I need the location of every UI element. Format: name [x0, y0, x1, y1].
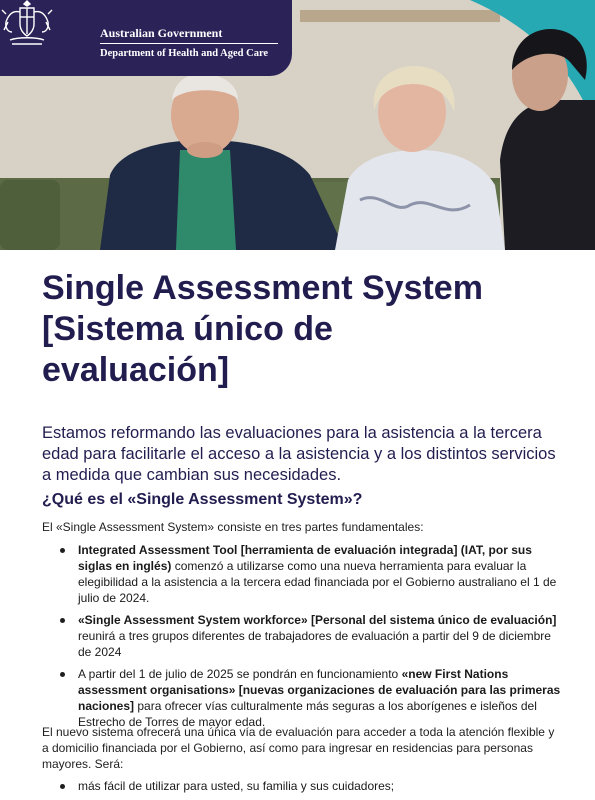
list-item-bold: Integrated Assessment Tool [herramienta de evaluación integrada] (IAT, por sus siglas en inglés) [78, 543, 532, 573]
benefits-list [42, 778, 562, 800]
system-parts-list [42, 542, 562, 736]
list-item [42, 612, 562, 660]
list-item [42, 542, 562, 606]
list-item-text: comenzó a utilizarse como una nueva herramienta para evaluar la elegibilidad a la asistencia a la tercera edad financiada por el Gobierno australiano el 1 de julio de 2024. [78, 559, 557, 605]
government-logo-banner [0, 0, 292, 76]
bullet-icon [60, 784, 65, 789]
list-item-bold: «Single Assessment System workforce» [Personal del sistema único de evaluación] [78, 613, 557, 627]
list-item-text: más fácil de utilizar para usted, su familia y sus cuidadores; [78, 779, 395, 793]
lead-paragraph: Estamos reformando las evaluaciones para la asistencia a la tercera edad para facilitarle el acceso a la asistencia y a los distintos servicios a medida que cambian sus necesidades. [42, 424, 556, 484]
intro-paragraph: El «Single Assessment System» consiste en tres partes fundamentales: [42, 520, 424, 534]
list-item [42, 666, 562, 730]
section-heading: ¿Qué es el «Single Assessment System»? [42, 491, 363, 508]
department-name: Department of Health and Aged Care [100, 48, 269, 59]
list-item-text: para ofrecer vías culturalmente más seguras a los aborígenes e isleños del Estrecho de Torres de mayor edad. [78, 699, 537, 729]
page-title [42, 268, 562, 391]
list-item-bold: «new First Nations assessment organisations» [nuevas organizaciones de evaluación para las primeras naciones] [78, 667, 561, 713]
bullet-icon [60, 672, 65, 677]
title-line: Single Assessment System [42, 269, 483, 307]
closing-paragraph: El nuevo sistema ofrecerá una única vía de evaluación para acceder a toda la atención flexible y a domicilio financiada por el Gobierno, así como para ingresar en residencias para personas mayores. Será: [42, 725, 555, 771]
title-line: [Sistema único de [42, 310, 333, 348]
government-name: Australian Government [100, 26, 223, 40]
logo-divider [100, 43, 278, 44]
commonwealth-coat-of-arms-icon [0, 0, 54, 48]
title-line: evaluación] [42, 351, 230, 389]
bullet-icon [60, 618, 65, 623]
list-item [42, 778, 562, 794]
list-item-text: A partir del 1 de julio de 2025 se pondrán en funcionamiento [78, 667, 402, 681]
hero-photo [0, 0, 595, 250]
bullet-icon [60, 548, 65, 553]
list-item-text: reunirá a tres grupos diferentes de trabajadores de evaluación a partir del 9 de diciembre de 2024 [78, 629, 551, 659]
